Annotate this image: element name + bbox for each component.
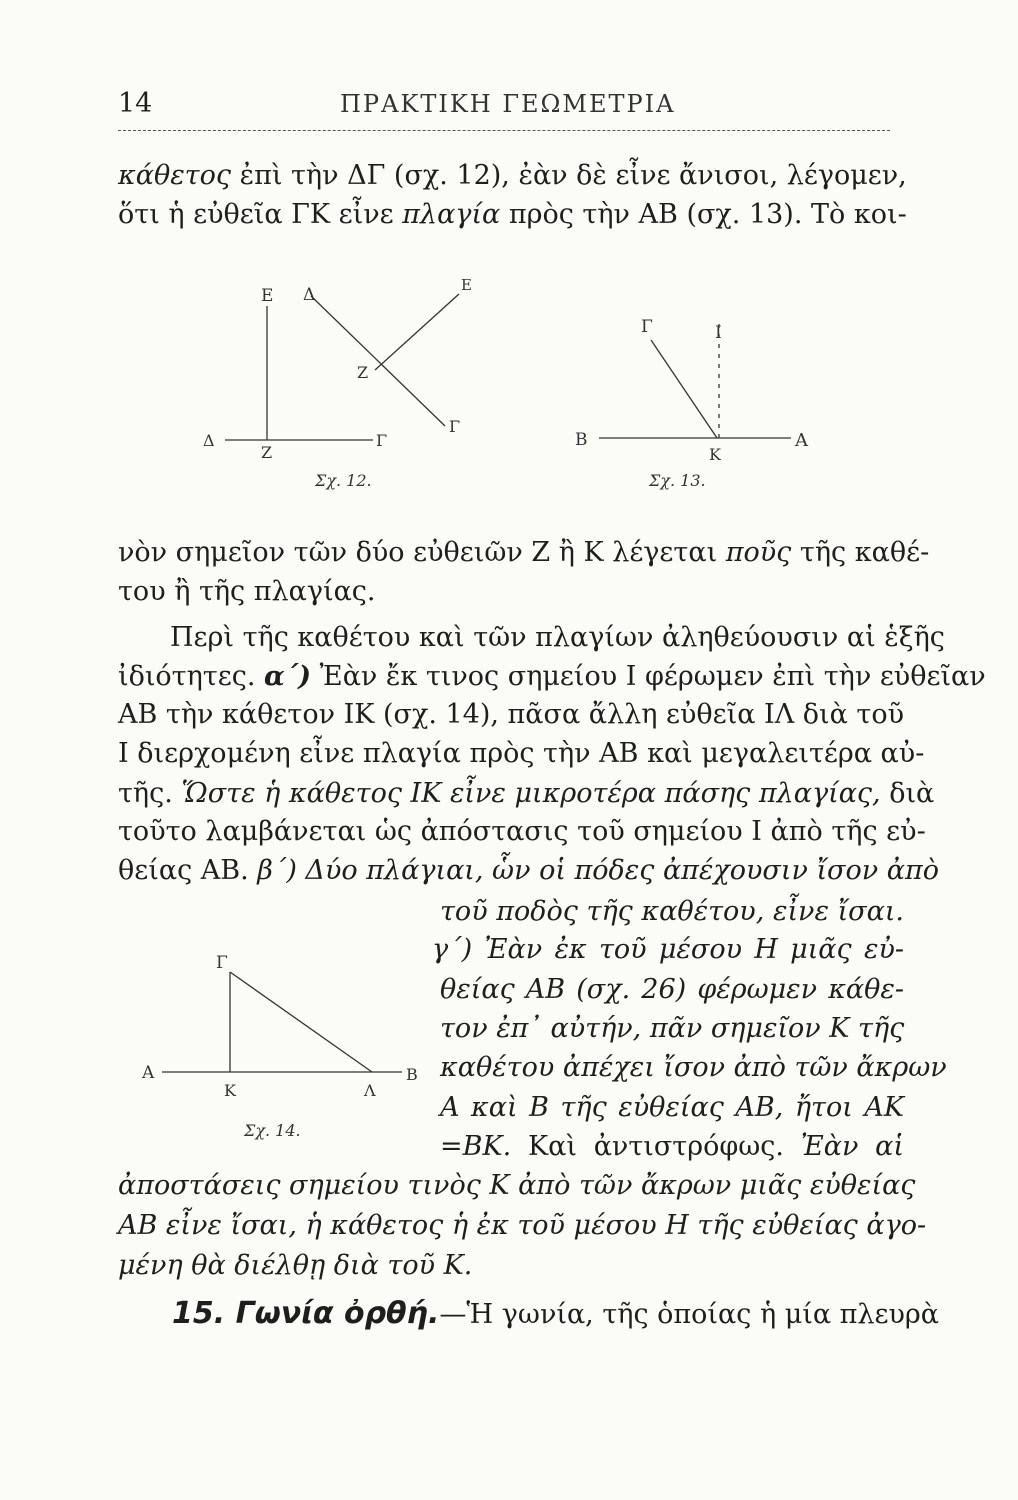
oblique-line-1: [311, 296, 445, 426]
label-gamma: Γ: [641, 317, 653, 337]
figure-13-caption: Σχ. 13.: [649, 471, 706, 490]
text-span: ἰδιότητες.: [118, 661, 265, 692]
text-line: [118, 535, 930, 571]
text-line: Περὶ τῆς καθέτου καὶ τῶν πλαγίων ἀληθεύουσιν αἱ ἑξῆς: [170, 622, 945, 653]
italic-term: πλαγία: [402, 199, 501, 230]
text-line: [118, 776, 935, 812]
text-span: νὸν σημεῖον τῶν δύο εὐθειῶν Ζ ἢ Κ λέγεται: [118, 537, 726, 568]
text-span: ὅτι ἡ εὐθεῖα ΓΚ εἶνε: [118, 199, 403, 230]
label-beta: Β: [406, 1065, 418, 1084]
oblique-line-gk: [651, 340, 717, 438]
italic-term: κάθετος: [118, 160, 231, 191]
text-span: πρὸς τὴν ΑΒ (σχ. 13). Τὸ κοι-: [500, 199, 907, 230]
label-d-top: Δ: [303, 285, 316, 305]
label-e-top: Ε: [461, 276, 472, 294]
italic-text: Ἐὰν αἱ: [800, 1131, 904, 1162]
text-span: Ἐὰν ἔκ τινος σημείου Ι φέρωμεν ἐπὶ τὴν εὐθεῖαν: [311, 661, 986, 692]
text-line: Ι διερχομένη εἶνε πλαγία πρὸς τὴν ΑΒ καὶ μεγαλειτέρα αὐ-: [118, 738, 925, 769]
text-span: τῆς.: [118, 778, 182, 809]
figure-12: [195, 268, 495, 498]
label-kappa: Κ: [224, 1081, 236, 1100]
oblique-line-2: [375, 294, 459, 370]
text-line: ΑΒ τὴν κάθετον ΙΚ (σχ. 14), πᾶσα ἄλλη εὐθεῖα ΙΛ διὰ τοῦ: [118, 699, 905, 730]
label-delta: Δ: [203, 431, 215, 450]
text-line: [118, 853, 939, 889]
oblique-line-il: [230, 972, 372, 1072]
text-line: καθέτου ἀπέχει ἴσον ἀπὸ τῶν ἄκρων: [440, 1052, 947, 1083]
text-line: [118, 659, 986, 695]
figure-13: [565, 290, 855, 500]
text-line: ἀποστάσεις σημείου τινὸς Κ ἀπὸ τῶν ἄκρων μιᾶς εὐθείας: [118, 1170, 916, 1201]
label-gamma: Γ: [376, 431, 388, 450]
header-rule: [118, 130, 890, 131]
section-heading-line: [172, 1296, 940, 1333]
text-line: τοῦτο λαμβάνεται ὡς ἀπόστασις τοῦ σημείου Ι ἀπὸ τῆς εὐ-: [118, 816, 926, 847]
figure-12-caption: Σχ. 12.: [315, 471, 372, 490]
figure-14: [140, 940, 430, 1160]
text-span: θείας ΑΒ.: [118, 855, 258, 886]
text-line: μένη θὰ διέλθῃ διὰ τοῦ Κ.: [118, 1250, 473, 1281]
text-line: του ἢ τῆς πλαγίας.: [118, 576, 376, 607]
text-span: διὰ: [880, 778, 935, 809]
page-number: 14: [118, 88, 153, 119]
label-beta: Β: [575, 430, 588, 450]
list-marker: α΄): [264, 661, 312, 692]
text-line: [440, 1129, 904, 1165]
text-line: τον ἐπ᾽ αὐτήν, πᾶν σημεῖον Κ τῆς: [440, 1013, 905, 1044]
text-line: [118, 158, 907, 194]
page-header: [118, 88, 890, 128]
italic-text: Ὥστε ἡ κάθετος ΙΚ εἶνε μικροτέρα πάσης πλαγίας,: [181, 778, 881, 809]
figure-14-caption: Σχ. 14.: [244, 1121, 301, 1140]
label-kappa: Κ: [709, 445, 721, 464]
text-line: τοῦ ποδὸς τῆς καθέτου, εἶνε ἴσαι.: [440, 896, 904, 927]
label-lambda: Λ: [364, 1081, 376, 1100]
running-title: ΠΡΑΚΤΙΚΗ ΓΕΩΜΕΤΡΙΑ: [340, 90, 676, 118]
label-gamma: Γ: [216, 953, 228, 973]
italic-term: ποῦς: [725, 537, 792, 568]
text-line: ΑΒ εἶνε ἴσαι, ἡ κάθετος ἡ ἐκ τοῦ μέσου Η τῆς εὐθείας ἀγο-: [118, 1210, 927, 1241]
italic-text: =ΒΚ.: [440, 1131, 512, 1162]
text-line: [118, 197, 907, 233]
italic-text: β΄) Δύο πλάγιαι, ὧν οἱ πόδες ἀπέχουσιν ἴσον ἀπὸ: [257, 855, 939, 886]
label-iota: Ι: [715, 323, 722, 343]
text-line: θείας ΑΒ (σχ. 26) φέρωμεν κάθε-: [440, 974, 904, 1005]
text-span: ἐπὶ τὴν ΔΓ (σχ. 12), ἐὰν δὲ εἶνε ἄνισοι, λέγομεν,: [231, 160, 907, 191]
label-alpha: Α: [142, 1063, 155, 1083]
label-z-bottom: Ζ: [261, 443, 273, 462]
text-span: τῆς καθέ-: [791, 537, 930, 568]
label-z-mid: Ζ: [357, 363, 369, 382]
label-e: Ε: [261, 286, 274, 306]
label-gamma-end: Γ: [449, 417, 461, 436]
section-heading: 15. Γωνία ὀρθή.: [172, 1296, 440, 1331]
text-span: —Ἡ γωνία, τῆς ὁποίας ἡ μία πλευρὰ: [439, 1299, 940, 1330]
text-span: Καὶ ἀντιστρόφως.: [511, 1131, 801, 1162]
text-line: γ΄) Ἐὰν ἐκ τοῦ μέσου Η μιᾶς εὐ-: [432, 934, 904, 965]
text-line: Α καὶ Β τῆς εὐθείας ΑΒ, ἤτοι ΑΚ: [440, 1092, 904, 1123]
label-alpha: Α: [795, 430, 808, 451]
